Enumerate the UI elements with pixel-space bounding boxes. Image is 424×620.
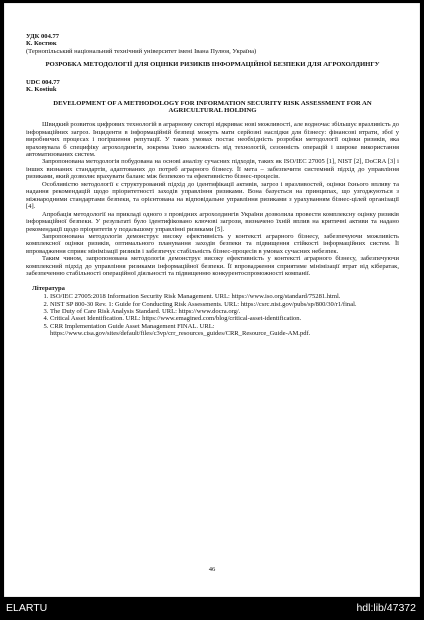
author-ua: К. Костюк: [26, 40, 57, 48]
reference-item: 1. ISO/IEC 27005:2018 Information Security Risk Management. URL: https://www.iso.org/standard/75281.html.: [50, 293, 399, 300]
reference-item: 3. The Duty of Care Risk Analysis Standard. URL: https://www.docra.org/.: [50, 308, 399, 315]
affiliation: (Тернопільський національний технічний університет імені Івана Пулюя, Україна): [26, 47, 257, 55]
references-list: [40, 293, 399, 338]
footer-bar: [0, 598, 424, 620]
udk-code: УДК 004.77: [26, 33, 60, 40]
paragraph: Таким чином, запропонована методологія демонструє високу ефективність у контексті аграрного бізнесу, забезпечуючи комплексний підхід до управління ризиками інформаційної безпеки. Її впровадження сприятиме мінімізації втрат від кібератак, забезпеченню стабільності операційної діяльності та підвищенню конкурентоспроможності компанії.: [26, 255, 399, 278]
paragraph: Апробація методології на прикладі одного з провідних агрохолдингів України дозволила провести комплексну оцінку ризиків інформаційної безпеки. У результаті було ідентифіковано ключові загрози, визначено їхній вплив на критичні активи та надано рекомендації щодо пріоритетів у подальшому управлінні ризиками [5].: [26, 210, 399, 233]
reference-item: 5. CRR Implementation Guide Asset Management FINAL. URL: https://www.cisa.gov/sites/default/files/c3vp/crr_resources_guides/CRR_Resource_Guide-AM.pdf.: [50, 323, 399, 338]
page-content: [26, 33, 399, 338]
title-ua: РОЗРОБКА МЕТОДОЛОГІЇ ДЛЯ ОЦІНКИ РИЗИКІВ ІНФОРМАЦІЙНОЇ БЕЗПЕКИ ДЛЯ АГРОХОЛДИНГУ: [45, 61, 380, 69]
paragraph: Запропонована методологія демонструє високу ефективність у контексті аграрного бізнесу, забезпечуючи можливість комплексної оцінки ризиків, оптимального планування заходів безпеки та підвищення стійкості інформаційних систем. Її впровадження сприяє мінімізації ризиків і забезпечує стабільність бізнес-процесів в умовах сучасних небезпек.: [26, 232, 399, 255]
paragraph: Особливістю методології є структурований підхід до ідентифікації активів, загроз і вразливостей, оцінки їхнього впливу та надання рекомендацій щодо пріоритетності заходів управління ризиками. Вона базується на принципах, що узгоджуються з міжнародними стандартами безпеки, та орієнтована на відповідальне управління ризиками з урахуванням бізнес-цілей організації [4].: [26, 180, 399, 211]
udc-code: UDC 004.77: [26, 78, 60, 86]
reference-item: 2. NIST SP 800-30 Rev. 1: Guide for Conducting Risk Assessments. URL: https://csrc.nist.gov/pubs/sp/800/30/r1/final.: [50, 301, 399, 308]
references-heading: Література: [32, 284, 65, 292]
page-number: 46: [208, 566, 216, 573]
title-en: DEVELOPMENT OF A METHODOLOGY FOR INFORMATION SECURITY RISK ASSESSMENT FOR AN AGRICULTURAL HOLDING: [53, 99, 372, 114]
repository-label: ELARTU: [6, 602, 48, 614]
handle-label: hdl:lib/47372: [356, 602, 416, 614]
author-en: K. Kostiuk: [26, 86, 57, 94]
document-page: [4, 3, 420, 597]
paragraph: Швидкий розвиток цифрових технологій в аграрному секторі відкриває нові можливості, але водночас збільшує вразливість до інформаційних загроз. Інциденти в інформаційній безпеці можуть мати серйозні наслідки для бізнесу: фінансові втрати, збої у виробничих процесах і погіршення репутації. У таких умовах постає необхідність розробки методології оцінки ризиків, яка враховувала б специфіку агрохолдингів, зокрема їхню залежність від технологій, сезонність операцій і широке використання автоматизованих систем.: [26, 121, 399, 158]
reference-item: 4. Critical Asset Identification. URL: https://www.emagined.com/blog/critical-asset-identification.: [50, 315, 399, 322]
paragraph: Запропонована методологія побудована на основі аналізу сучасних підходів, таких як ISO/IEC 27005 [1], NIST [2], DoCRA [3] і інших визнаних стандартів, адаптованих до потреб аграрного бізнесу. Її мета – забезпечити системний підхід до управління ризиками, який дозволяє врахувати баланс між безпекою та ефективністю бізнес-процесів.: [26, 158, 399, 181]
